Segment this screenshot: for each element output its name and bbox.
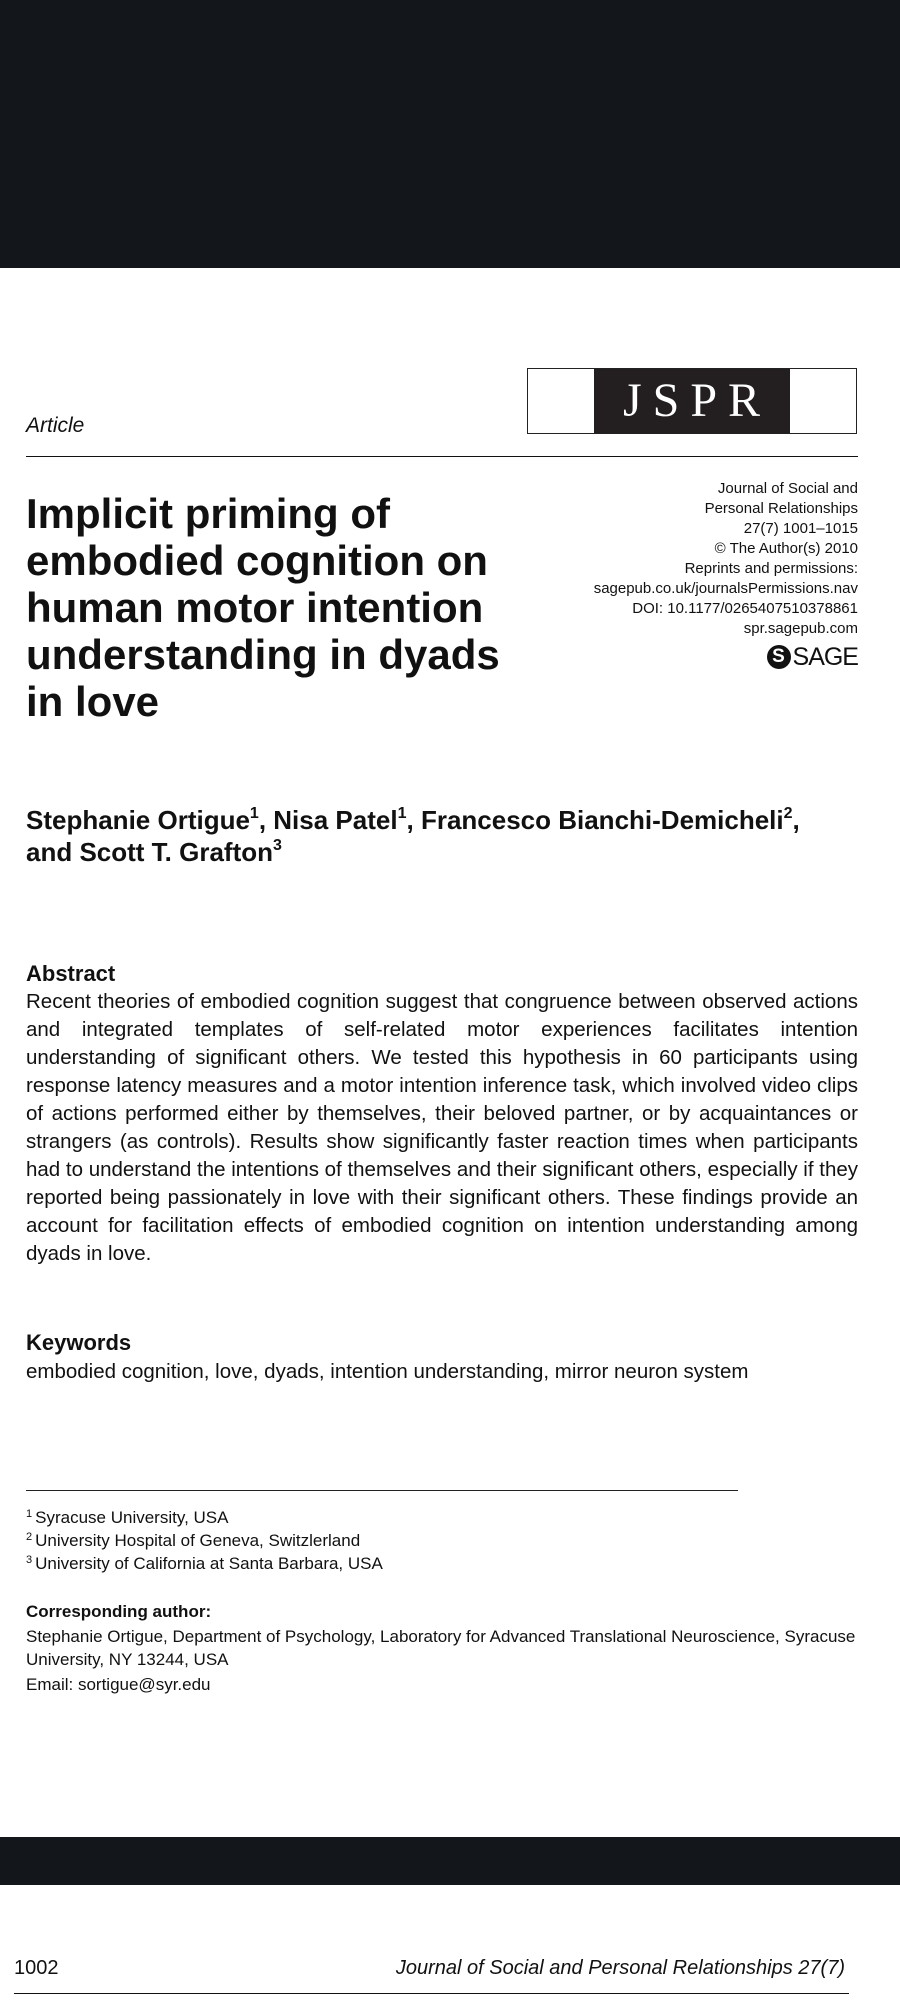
page-gap-band [0,1837,900,1885]
journal-logo: JSPR [594,369,790,433]
permissions-link[interactable]: sagepub.co.uk/journalsPermissions.nav [593,580,858,597]
sage-wordmark: SAGE [792,642,858,671]
sage-s-icon: S [767,645,791,669]
article-title: Implicit priming of embodied cognition on human motor intention understanding in dyads in love [26,490,500,725]
page-number: 1002 [14,1957,59,1979]
author-affiliation-mark: 1 [397,805,407,822]
author-affiliation-mark: 1 [249,805,259,822]
keywords-text: embodied cognition, love, dyads, intention understanding, mirror neuron system [26,1360,749,1383]
abstract-text: Recent theories of embodied cognition suggest that congruence between observed actions and integrated templates of self-related motor experiences facilitates intention understanding of significant others. We tested this hypothesis in 60 participants using response latency measures and a motor intention inference task, which involved video clips of actions performed either by themselves, their beloved partner, or by acquaintances or strangers (as controls). Results show significantly faster reaction times when participants had to understand the intentions of themselves and their significant others, especially if they reported being passionately in love with their significant others. These findings provide an account for facilitation effects of embodied cognition on intention understanding among dyads in love. [26,990,858,1265]
running-head: Journal of Social and Personal Relationships 27(7) [395,1957,845,1979]
article-type-label: Article [26,414,85,437]
journal-info [538,479,858,639]
corresponding-author-heading: Corresponding author: [26,1602,212,1621]
author-list: Stephanie Ortigue$^1$, Nisa Patel$^1$, Francesco Bianchi-Demicheli$^2$, and Scott T. Grafton$^3$ [26,805,800,867]
viewer-top-band [0,0,900,268]
keywords-heading: Keywords [26,1330,132,1355]
journal-info-line: Personal Relationships [704,500,858,517]
affiliation-item: $^2$ University Hospital of Geneva, Switzlerland [26,1531,361,1550]
journal-logo-box [527,368,857,434]
abstract-heading: Abstract [26,961,116,986]
author-affiliation-mark: 2 [783,805,793,822]
footnote-rule [26,1490,738,1491]
author-name: and Scott T. Grafton [26,837,273,867]
doi-link[interactable]: DOI: 10.1177/0265407510378861 [632,600,858,617]
header-rule [26,456,858,457]
affiliations [26,1506,383,1575]
journal-website-link[interactable]: spr.sagepub.com [743,620,858,637]
article-page [0,268,900,1837]
journal-info-line: Journal of Social and [717,480,858,497]
affiliation-item: $^3$ University of California at Santa Barbara, USA [26,1554,383,1573]
author-affiliation-mark: 3 [273,837,282,854]
journal-info-line: Reprints and permissions: [684,560,858,577]
author-name: Francesco Bianchi-Demicheli [420,805,784,835]
sage-publisher-logo [767,642,858,672]
author-name: Nisa Patel [273,805,398,835]
running-head-rule [14,1993,849,1994]
journal-info-line: © The Author(s) 2010 [714,540,858,557]
corresponding-author-email[interactable]: Email: sortigue@syr.edu [26,1675,211,1694]
journal-info-line: 27(7) 1001–1015 [743,520,858,537]
author-name: Stephanie Ortigue [26,805,250,835]
corresponding-author-address: Stephanie Ortigue, Department of Psychology, Laboratory for Advanced Translational Neuroscience, Syracuse University, NY 13244, USA [26,1627,856,1669]
affiliation-item: $^1$ Syracuse University, USA [26,1508,229,1527]
